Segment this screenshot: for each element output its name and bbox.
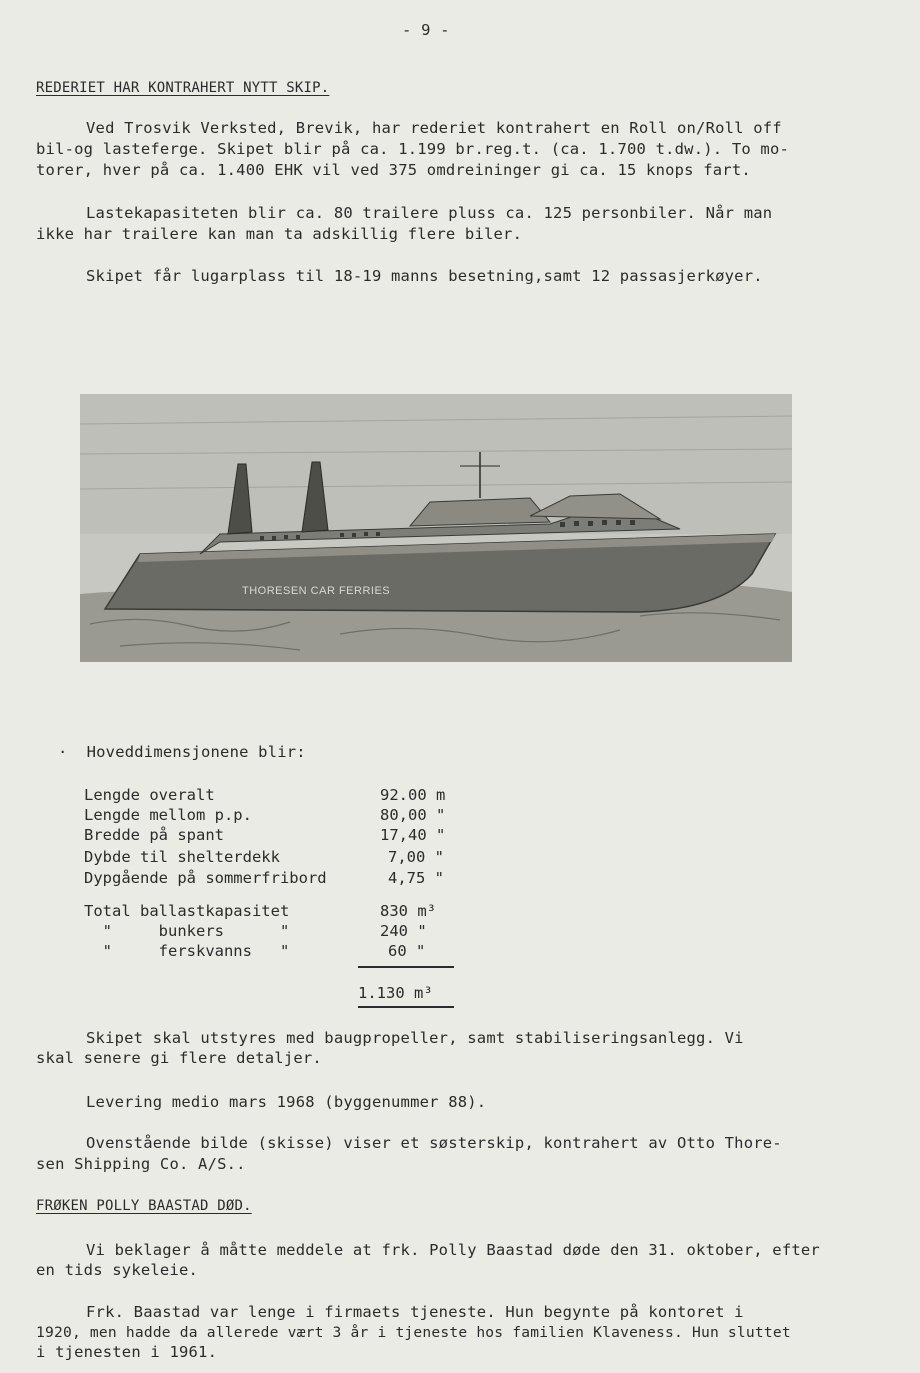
page-number: - 9 - [402,21,450,39]
section-heading-new-ship: REDERIET HAR KONTRAHERT NYTT SKIP. [36,80,330,96]
dim-value: 17,40 " [380,826,446,844]
dim-label: Dybde til shelterdekk [84,848,280,866]
dimensions-intro: · Hoveddimensjonene blir: [58,743,306,761]
paragraph-line: Frk. Baastad var lenge i firmaets tjeneste. Hun begynte på kontoret i [86,1303,744,1321]
paragraph-line: en tids sykeleie. [36,1261,199,1279]
dim-label: Lengde mellom p.p. [84,806,252,824]
dim-label: Lengde overalt [84,786,215,804]
sum-rule [358,966,454,968]
paragraph-line: Vi beklager å måtte meddele at frk. Polly Baastad døde den 31. oktober, efter [86,1241,820,1259]
paragraph-line: Ovenstående bilde (skisse) viser et søsterskip, kontrahert av Otto Thore- [86,1134,782,1152]
paragraph-line: Levering medio mars 1968 (byggenummer 88). [86,1093,487,1111]
capacity-value: 830 m³ [380,902,436,920]
dim-value: 4,75 " [388,869,444,887]
paragraph-line: skal senere gi flere detaljer. [36,1049,322,1067]
total-rule [358,1006,454,1008]
dim-label: Bredde på spant [84,826,224,844]
capacity-label: Total ballastkapasitet [84,902,290,920]
paragraph-line: Ved Trosvik Verksted, Brevik, har rederiet kontrahert en Roll on/Roll off [86,119,782,137]
paragraph-line: Skipet skal utstyres med baugpropeller, samt stabiliseringsanlegg. Vi [86,1029,744,1047]
paragraph-line: 1920, men hadde da allerede vært 3 år i tjeneste hos familien Klaveness. Hun sluttet [36,1324,791,1341]
hull-lettering: THORESEN CAR FERRIES [242,585,391,597]
capacity-value: 60 " [388,942,426,960]
paragraph-line: Skipet får lugarplass til 18-19 manns besetning,samt 12 passasjerkøyer. [86,267,763,285]
paragraph-line: sen Shipping Co. A/S.. [36,1155,246,1173]
ferry-sketch-image [80,394,792,662]
capacity-value: 240 " [380,922,427,940]
paragraph-line: bil-og lasteferge. Skipet blir på ca. 1.199 br.reg.t. (ca. 1.700 t.dw.). To mo- [36,140,790,158]
section-heading-obituary: FRØKEN POLLY BAASTAD DØD. [36,1198,252,1214]
capacity-total: 1.130 m³ [358,984,433,1002]
paragraph-line: ikke har trailere kan man ta adskillig flere biler. [36,225,523,243]
paragraph-line: i tjenesten i 1961. [36,1343,218,1361]
dim-value: 80,00 " [380,806,446,824]
dim-label: Dypgående på sommerfribord [84,869,327,887]
dimensions-intro-text: Hoveddimensjonene blir: [86,743,306,761]
paragraph-line: Lastekapasiteten blir ca. 80 trailere pluss ca. 125 personbiler. Når man [86,204,773,222]
capacity-label: " ferskvanns " [84,942,290,960]
dim-value: 92.00 m [380,786,446,804]
paragraph-line: torer, hver på ca. 1.400 EHK vil ved 375 omdreininger gi ca. 15 knops fart. [36,161,751,179]
capacity-label: " bunkers " [84,922,290,940]
dim-value: 7,00 " [388,848,444,866]
